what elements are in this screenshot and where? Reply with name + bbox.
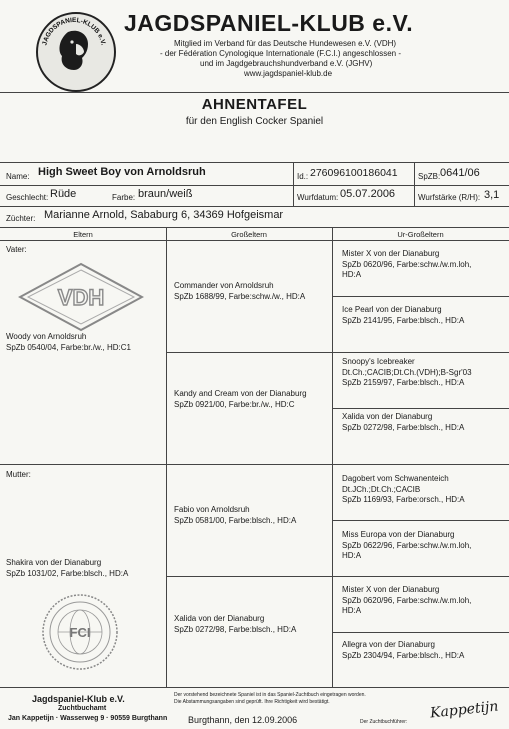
great-grandparent-4: Xalida von der Dianaburg SpZb 0272/98, Farbe:blsch., HD:A <box>342 412 465 432</box>
name-label: Name: <box>6 172 30 181</box>
info-top-line <box>0 162 509 163</box>
grandparent-4: Xalida von der Dianaburg SpZb 0272/98, Farbe:blsch., HD:A <box>174 614 297 634</box>
footer-club-name: Jagdspaniel-Klub e.V. <box>32 694 125 704</box>
vdh-stamp <box>18 262 144 332</box>
col-parents-header: Eltern <box>73 230 93 239</box>
logo-ring-text <box>36 12 112 88</box>
spzb-label: SpZB: <box>418 172 441 181</box>
color-label: Farbe: <box>112 193 136 202</box>
great-grandparent-3: Snoopy's Icebreaker Dt.Ch.;CACIB;Dt.Ch.(VDH);B-Sgr'03 SpZb 2159/97, Farbe:blsch., HD:A <box>342 357 472 387</box>
sex-label: Geschlecht: <box>6 193 49 202</box>
col-grandparents-header: Großeltern <box>231 230 267 239</box>
great-grandparent-7: Mister X von der Dianaburg SpZb 0620/96, Farbe:schw./w.m.loh, HD:A <box>342 585 472 615</box>
svg-text:VDH: VDH <box>57 285 105 310</box>
great-grandparent-8: Allegra von der Dianaburg SpZb 2304/94, Farbe:blsch., HD:A <box>342 640 465 660</box>
whelped-label: Wurfdatum: <box>297 193 339 202</box>
sire-label: Vater: <box>6 245 27 254</box>
id-value: 276096100186041 <box>310 167 398 179</box>
grandparent-3: Fabio von Arnoldsruh SpZb 0581/00, Farbe:blsch., HD:A <box>174 505 297 525</box>
grandparent-2: Kandy and Cream von der Dianaburg SpZb 0921/00, Farbe:br./w., HD:C <box>174 389 307 409</box>
great-grandparent-1: Mister X von der Dianaburg SpZb 0620/96, Farbe:schw./w.m.loh, HD:A <box>342 249 472 279</box>
color-value: braun/weiß <box>138 188 193 200</box>
document-title: AHNENTAFEL <box>201 96 308 113</box>
sire-entry: Woody von Arnoldsruh SpZb 0540/04, Farbe:br./w., HD:C1 <box>6 332 131 352</box>
svg-text:FCI: FCI <box>69 625 91 640</box>
keeper-signature: Kappetijn <box>429 698 500 722</box>
header-line-3: und im Jagdgebrauchshundverband e.V. (JGHV) <box>200 59 373 68</box>
svg-text:JAGDSPANIEL-KLUB e.V.: JAGDSPANIEL-KLUB e.V. <box>41 16 107 47</box>
dam-entry: Shakira von der Dianaburg SpZb 1031/02, Farbe:blsch., HD:A <box>6 558 129 578</box>
spzb-value: 0641/06 <box>440 167 480 179</box>
name-value: High Sweet Boy von Arnoldsruh <box>38 166 206 178</box>
col-greatgrandparents-header: Ur-Großeltern <box>397 230 444 239</box>
sex-value: Rüde <box>50 188 77 200</box>
dam-label: Mutter: <box>6 470 31 479</box>
club-title: JAGDSPANIEL-KLUB e.V. <box>124 10 414 36</box>
header-website: www.jagdspaniel-klub.de <box>244 69 333 78</box>
litter-value: 3,1 <box>484 189 500 201</box>
id-label: Id.: <box>297 172 309 181</box>
fci-stamp <box>40 592 120 672</box>
great-grandparent-6: Miss Europa von der Dianaburg SpZb 0622/96, Farbe:schw./w.m.loh, HD:A <box>342 530 472 560</box>
footer-note-2: Die Abstammungsangaben sind geprüft. Ihre Richtigkeit wird bestätigt. <box>174 699 330 705</box>
grandparent-1: Commander von Arnoldsruh SpZb 1688/99, Farbe:schw./w., HD:A <box>174 281 306 301</box>
document-subtitle: für den English Cocker Spaniel <box>185 116 324 127</box>
footer-address: Jan Kappetijn · Wasserweg 9 · 90559 Burgthann <box>8 715 168 722</box>
breeder-value: Marianne Arnold, Sababurg 6, 34369 Hofgeismar <box>44 209 284 221</box>
litter-label: Wurfstärke (R/H): <box>418 193 481 202</box>
great-grandparent-2: Ice Pearl von der Dianaburg SpZb 2141/95, Farbe:blsch., HD:A <box>342 305 465 325</box>
footer-place-date: Burgthann, den 12.09.2006 <box>188 715 298 725</box>
great-grandparent-5: Dagobert vom Schwanenteich Dt.JCh.;Dt.Ch.;CACIB SpZb 1169/93, Farbe:orsch., HD:A <box>342 474 465 504</box>
sire-dam-divider <box>0 464 509 465</box>
breeder-label: Züchter: <box>6 214 36 223</box>
footer-note-1: Der vorstehend bezeichnete Spaniel ist in das Spaniel-Zuchtbuch eingetragen worden. <box>174 692 366 698</box>
header-divider <box>0 92 509 93</box>
header-line-1: Mitglied im Verband für das Deutsche Hundewesen e.V. (VDH) <box>174 39 397 48</box>
header-line-2: - der Fédération Cynologique Internationale (F.C.I.) angeschlossen - <box>160 49 402 58</box>
footer-keeper-label: Der Zuchtbuchführer: <box>360 719 408 725</box>
footer-registry: Zuchtbuchamt <box>58 705 107 712</box>
whelped-value: 05.07.2006 <box>340 188 396 200</box>
